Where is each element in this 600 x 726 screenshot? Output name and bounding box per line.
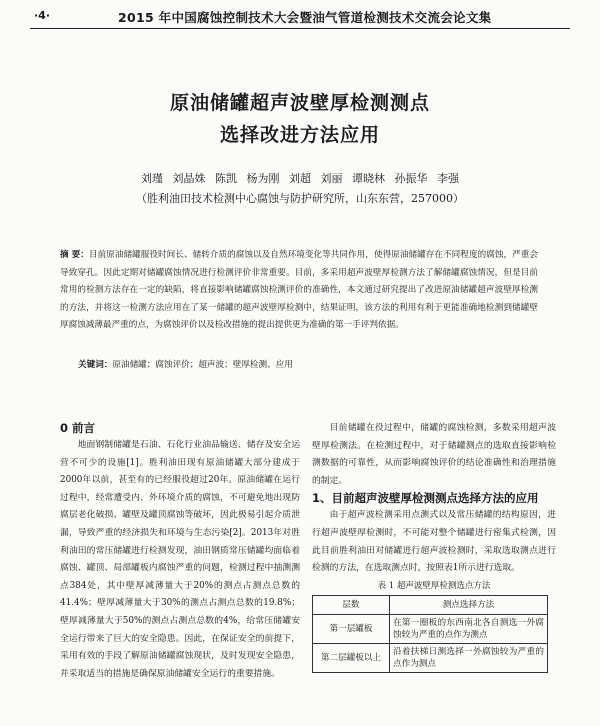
table-cell-layer: 第一层罐板 [313, 614, 390, 643]
header-rule [30, 28, 570, 29]
paragraph-section-1: 由于超声波检测采用点测式以及常压储罐的结构原因，进行超声波壁厚检测时，不可能对整个储罐进行密集式检测，因此目前胜利油田对储罐进行超声波检测时，采取选取测点进行检测的方法，在选取测点时，按照表1所示进行选取。 [312, 510, 556, 574]
table-row [313, 643, 548, 672]
abstract-text: 目前原油储罐服役时间长、储转介质的腐蚀以及自然环境变化等共同作用，使得原油储罐存在不同程度的腐蚀，严重会导致穿孔。因此定期对储罐腐蚀情况进行检测评价非常重要。目前，多采用超声波壁厚检测方法了解储罐腐蚀情况，但是目前常用的检测方法存在一定的缺陷，将直接影响储罐腐蚀检测评价的准确性，本文通过研究提出了改进原油储罐超声波壁厚检测的方法，并将这一检测方法应用在了某一储罐的超声波壁厚检测中，结果证明，该方法的利用有利于更能准确地检测到储罐壁厚腐蚀减薄最严重的点，为腐蚀评价以及检改措施的提出提供更为准确的第一手评判依据。 [60, 250, 538, 331]
table-cell-layer: 第二层罐板以上 [313, 643, 390, 672]
table-row [313, 614, 548, 643]
left-column [60, 420, 300, 683]
table-header-row [313, 595, 548, 614]
keywords-text: 原油储罐；腐蚀评价；超声波；壁厚检测、应用 [112, 360, 293, 370]
paragraph-intro-continued: 目前储罐在役过程中，储罐的腐蚀检测，多数采用超声波壁厚检测法。在检测过程中，对于储罐测点的选取直接影响检测数据的可靠性，从而影响腐蚀评价的结论准确性和治理措施的制定。 [312, 423, 556, 486]
affiliation: （胜利油田技术检测中心腐蚀与防护研究所，山东东营，257000） [136, 192, 464, 205]
measurement-point-table [312, 595, 548, 673]
paper-title-line1: 原油储罐超声波壁厚检测测点 [169, 92, 430, 114]
table-caption: 表 1 超声波壁厚检测选点方法 [377, 580, 491, 591]
paper-title-line2: 选择改进方法应用 [219, 124, 380, 146]
keywords-label: 关键词： [78, 360, 113, 370]
author-list: 刘瑾 刘晶姝 陈凯 杨为刚 刘超 刘丽 谭晓林 孙振华 李强 [141, 172, 459, 185]
keywords [78, 358, 538, 370]
right-column [312, 420, 556, 673]
abstract [60, 247, 538, 335]
abstract-label: 摘 要： [60, 250, 89, 260]
table-cell-method: 沿着扶梯日测选择一外腐蚀较为严重的点作为测点 [390, 643, 548, 672]
section-heading-1: 1、目前超声波壁厚检测测点选择方法的应用 [312, 491, 539, 506]
section-heading-preface: 0 前言 [60, 421, 96, 435]
journal-title: 2015 年中国腐蚀控制技术大会暨油气管道检测技术交流会论文集 [118, 10, 492, 25]
table-header-cell: 层数 [313, 595, 390, 614]
paragraph-preface: 地面钢制储罐是石油、石化行业油品输送、储存及安全运营不可少的设施[1]。胜利油田现有原油储罐大部分建成于2000年以前，甚至有的已经服役超过20年。原油储罐在运行过程中，经常遭受内、外环境介质的腐蚀，不可避免地出现防腐层老化破损、罐壁及罐顶腐蚀等破坏，因此极易引起介质泄漏，导致严重的经济损失和环境与生态污染[2]。2013年对胜利油田的常压储罐进行检测发现，油田钢质常压储罐均面临着腐蚀、罐顶、局部罐板内腐蚀严重的问题，检测过程中抽测测点384处，其中壁厚减薄量大于20%的测点占测点总数的41.4%；壁厚减薄量大于30%的测点占测点总数的19.8%；壁厚减薄量大于50%的测点占测点总数的4%，给常压储罐安全运行带来了巨大的安全隐患。因此，在保证安全的前提下，采用有效的手段了解原油储罐腐蚀现状，及时发现安全隐患，并采取适当的措施是确保原油储罐安全运行的重要措施。 [60, 440, 300, 679]
table-cell-method: 在第一圈板的东西南北各自测选一外腐蚀较为严重的点作为测点 [390, 614, 548, 643]
page-number: ·4· [34, 9, 51, 22]
table-header-cell: 测点选择方法 [390, 595, 548, 614]
running-header [0, 0, 600, 30]
